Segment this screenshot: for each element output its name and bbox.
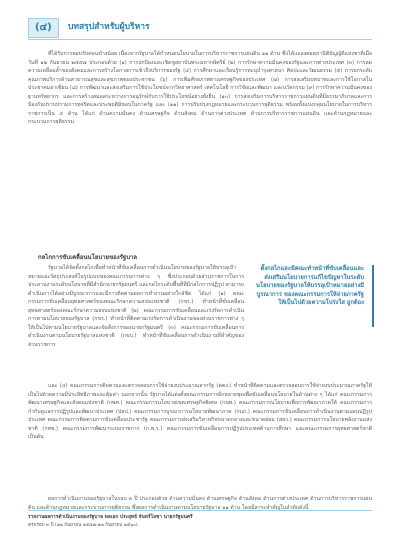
footer-title: รายงานผลการดำเนินงานของรัฐบาล พลเอก ประยุทธ์ จันทร์โอชา นายกรัฐมนตรี (28, 515, 193, 520)
body-paragraph-1: ที่ได้รับการตอบรับค่อนข้างน้อย เนื่องจากรัฐบาลได้กำหนดนโยบายในการบริหารราชการแผ่นดิน ๑๑ ด้าน ซึ่งได้แถลงต่อสภานิติบัญญัติแห่งชาติเมื่อวันที่ ๑๒ กันยายน ๒๕๕๗ ประกอบด้วย (๑) การปกป้องและเชิดชูสถาบันพระมหากษัตริย์ (๒) การรักษาความมั่นคงของรัฐและการต่างประเทศ (๓) การลดความเหลื่อมล้ำของสังคมและการสร้างโอกาสการเข้าถึงบริการของรัฐ (๔) การศึกษาและเรียนรู้การทะนุบำรุงศาสนา ศิลปะและวัฒนธรรม (๕) การยกระดับคุณภาพบริการด้านสาธารณสุขและสุขภาพของประชาชน (๖) การเพิ่มศักยภาพทางเศรษฐกิจของประเทศ (๗) การส่งเสริมบทบาทและการใช้โอกาสในประชาคมอาเซียน (๘) การพัฒนาและส่งเสริมการใช้ประโยชน์จากวิทยาศาสตร์ เทคโนโลยี การวิจัยและพัฒนา และนวัตกรรม (๙) การรักษาความมั่นคงของฐานทรัพยากร และการสร้างสมดุลระหว่างการอนุรักษ์กับการใช้ประโยชน์อย่างยั่งยืน (๑๐) การส่งเสริมการบริหารราชการแผ่นดินที่มีธรรมาภิบาลและการป้องกันปราบปรามการทุจริตและประพฤติมิชอบในภาครัฐ และ (๑๑) การปรับปรุงกฎหมายและกระบวนการยุติธรรม พร้อมทั้งแบ่งกลุ่มนโยบายในการบริหารราชการเป็น ๔ ด้าน ได้แก่ ด้านความมั่นคง ด้านเศรษฐกิจ ด้านสังคม ด้านการต่างประเทศ ด้านการบริหารราชการแผ่นดิน และด้านกฎหมายและกระบวนการยุติธรรม (28, 51, 372, 125)
pull-quote (255, 265, 374, 327)
page-header (28, 18, 372, 38)
body-paragraph-3: และ (๔) คณะกรรมการติดตามและตรวจสอบการใช้จ่ายงบประมาณจากรัฐ (คตง.) ทำหน้าที่ติดตามและตรวจสอบการใช้จ่ายงบประมาณภาครัฐให้เป็นไปด้วยความมีประสิทธิภาพและคุ้มค่า นอกจากนั้น รัฐบาลได้แต่งตั้งคณะกรรมการอีกหลายชุดเพื่อขับเคลื่อนนโยบายในด้านต่าง ๆ ได้แก่ คณะกรรมการพัฒนาเศรษฐกิจและสังคมแห่งชาติ (กพศ.) คณะกรรมการนโยบายเขตเศรษฐกิจพิเศษ (กนพ.) คณะกรรมการนโยบายเพื่อการพัฒนาภาคใต้ คณะกรรมการกำกับดูแลการปฏิรูปและพัฒนาประเทศ (ปยป.) คณะกรรมการบูรณาการนโยบายพัฒนาภาค (กบภ.) คณะกรรมการขับเคลื่อนการดำเนินงานตามแผนปฏิรูปประเทศ คณะกรรมการติดตามการขับเคลื่อนประชารัฐ คณะกรรมการส่งเสริมวิสาหกิจขนาดกลางและขนาดย่อม (สสว.) คณะกรรมการนโยบายพลังงานแห่งชาติ (กพช.) คณะกรรมการพัฒนาระบบราชการ (ก.พ.ร.) คณะกรรมการขับเคลื่อนการปฏิรูปประเทศด้านการศึกษา และคณะกรรมการยุทธศาสตร์ชาติ เป็นต้น (28, 383, 372, 440)
running-head: บทสรุปสำหรับผู้บริหาร (68, 22, 150, 32)
page-footer (28, 510, 372, 530)
body-paragraph-4: ผลการดำเนินงานของรัฐบาลในรอบ ๓ ปี ประกอบด้วย ด้านความมั่นคง ด้านเศรษฐกิจ ด้านสังคม ด้านการต่างประเทศ ด้านการบริหารราชการแผ่นดิน และด้านกฎหมายและกระบวนการยุติธรรม ซึ่งผลการดำเนินงานตามนโยบายรัฐบาล ๑๑ ด้าน โดยมีสาระสำคัญในลำดับดังนี้ (28, 496, 372, 511)
section-heading: กลไกการขับเคลื่อนนโยบายของรัฐบาล (38, 254, 138, 261)
footer-date-range: ครบรอบ ๓ ปี (๑๒ กันยายน ๒๕๕๗-๑๒ กันยายน ๒๕๖๐) (28, 523, 138, 528)
page-number: (๔) (28, 18, 59, 38)
body-paragraph-2: รัฐบาลได้จัดตั้งกลไกเพื่อทำหน้าที่ขับเคลื่อนการดำเนินนโยบายของรัฐบาลให้บรรลุเป้าหมายและวัตถุประสงค์ในรูปแบบของคณะกรรมการต่าง ๆ ซึ่งประกอบด้วยส่วนราชการในการประสานงานระดับนโยบายที่มีสำนักนายกรัฐมนตรี และกลไกระดับพื้นที่ที่มีกลไกการปฏิรูป สามารถดำเนินการได้อย่างมีบูรณาการและมีการติดตามผลการทำงานอย่างใกล้ชิด ได้แก่ (๑) คณะกรรมการขับเคลื่อนยุทธศาสตร์ของคณะรักษาความสงบแห่งชาติ (กขร.) ทำหน้าที่ขับเคลื่อนยุทธศาสตร์ของคณะรักษาความสงบแห่งชาติ (๒) คณะกรรมการขับเคลื่อนและเร่งรัดการดำเนินการตามนโยบายของรัฐบาล (กขร.) ทำหน้าที่ติดตามเร่งรัดการดำเนินงานของส่วนราชการต่าง ๆ ให้เป็นไปตามนโยบายรัฐบาลและข้อสั่งการของนายกรัฐมนตรี (๓) คณะกรรมการขับเคลื่อนการดำเนินงานตามนโยบายรัฐบาลแห่งชาติ (กขบ.) ทำหน้าที่ขับเคลื่อนการดำเนินงานที่สำคัญของส่วนราชการ (28, 265, 244, 348)
pull-quote-text: ตั้งกลไกและมีคณะทำหน้าที่ขับเคลื่อนและส่งเสริมนโยบายการแก้ไขปัญหาในระดับนโยบายของรัฐบาลให้บรรลุเป้าหมายอย่างมีบูรณาการ ของคณะกรรมการให้จ่ายภาครัฐให้เป็นไปด้วยความโปร่งใส ถูกต้อง (256, 266, 364, 307)
footer-divider (28, 510, 372, 511)
header-divider (28, 39, 372, 40)
